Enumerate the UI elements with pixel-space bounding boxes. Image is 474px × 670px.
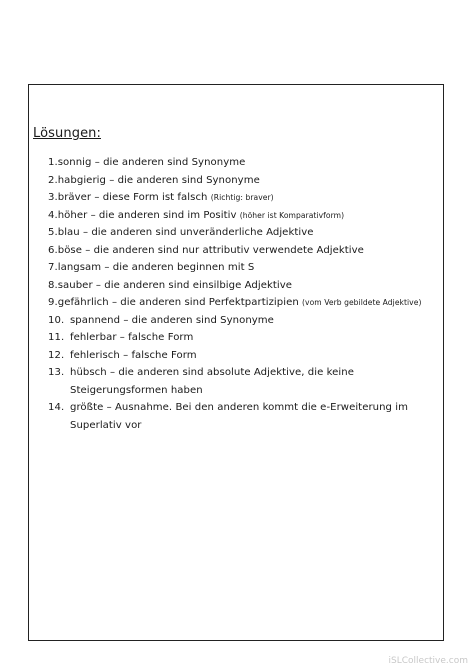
item-number: 1. <box>48 157 58 168</box>
list-item <box>48 294 440 312</box>
item-number: 3. <box>48 192 58 203</box>
item-text: habgierig – die anderen sind Synonyme <box>57 174 260 186</box>
list-item <box>48 259 440 277</box>
list-item <box>48 347 440 365</box>
item-number: 7. <box>48 262 58 273</box>
item-text: fehlerbar – falsche Form <box>70 332 194 343</box>
item-text: fehlerisch – falsche Form <box>70 349 197 361</box>
list-item <box>48 207 440 225</box>
item-text: hübsch – die anderen sind absolute Adjektive, die keine Steigerungsformen haben <box>70 367 354 396</box>
item-number: 2. <box>48 174 58 186</box>
item-number: 14. <box>48 402 65 413</box>
item-text: spannend – die anderen sind Synonyme <box>70 314 274 326</box>
item-note: (höher ist Komparativform) <box>239 210 345 220</box>
list-item <box>48 399 440 434</box>
list-item <box>48 172 440 190</box>
list-item <box>48 224 440 242</box>
solutions-list <box>48 154 440 434</box>
item-number: 13. <box>48 367 65 378</box>
item-text: langsam – die anderen beginnen mit S <box>57 262 255 273</box>
list-item <box>48 312 440 330</box>
list-item <box>48 329 440 347</box>
watermark: iSLCollective.com <box>388 656 468 666</box>
item-number: 10. <box>48 314 65 326</box>
list-item <box>48 154 440 172</box>
item-text: gefährlich – die anderen sind Perfektpartizipien (vom Verb gebildete Adjektive) <box>57 297 422 308</box>
item-number: 4. <box>48 209 58 221</box>
item-note: (vom Verb gebildete Adjektive) <box>302 298 422 307</box>
list-item <box>48 277 440 295</box>
item-note: (Richtig: braver) <box>210 193 274 202</box>
item-number: 6. <box>48 244 58 256</box>
list-item <box>48 189 440 207</box>
item-number: 9. <box>48 297 58 308</box>
item-text: größte – Ausnahme. Bei den anderen kommt die e-Erweiterung im Superlativ vor <box>70 402 409 431</box>
item-text: blau – die anderen sind unveränderliche Adjektive <box>57 227 314 238</box>
item-text: sonnig – die anderen sind Synonyme <box>57 157 246 168</box>
list-item <box>48 242 440 260</box>
item-number: 8. <box>48 279 58 291</box>
item-number: 11. <box>48 332 65 343</box>
list-item <box>48 364 440 399</box>
item-text: böse – die anderen sind nur attributiv verwendete Adjektive <box>57 244 364 256</box>
item-text: sauber – die anderen sind einsilbige Adjektive <box>57 279 293 291</box>
item-number: 12. <box>48 349 65 361</box>
item-number: 5. <box>48 227 58 238</box>
solutions-heading: Lösungen: <box>33 126 101 141</box>
item-text: höher – die anderen sind im Positiv (höher ist Komparativform) <box>57 209 345 221</box>
item-text: bräver – diese Form ist falsch (Richtig: braver) <box>57 192 274 203</box>
